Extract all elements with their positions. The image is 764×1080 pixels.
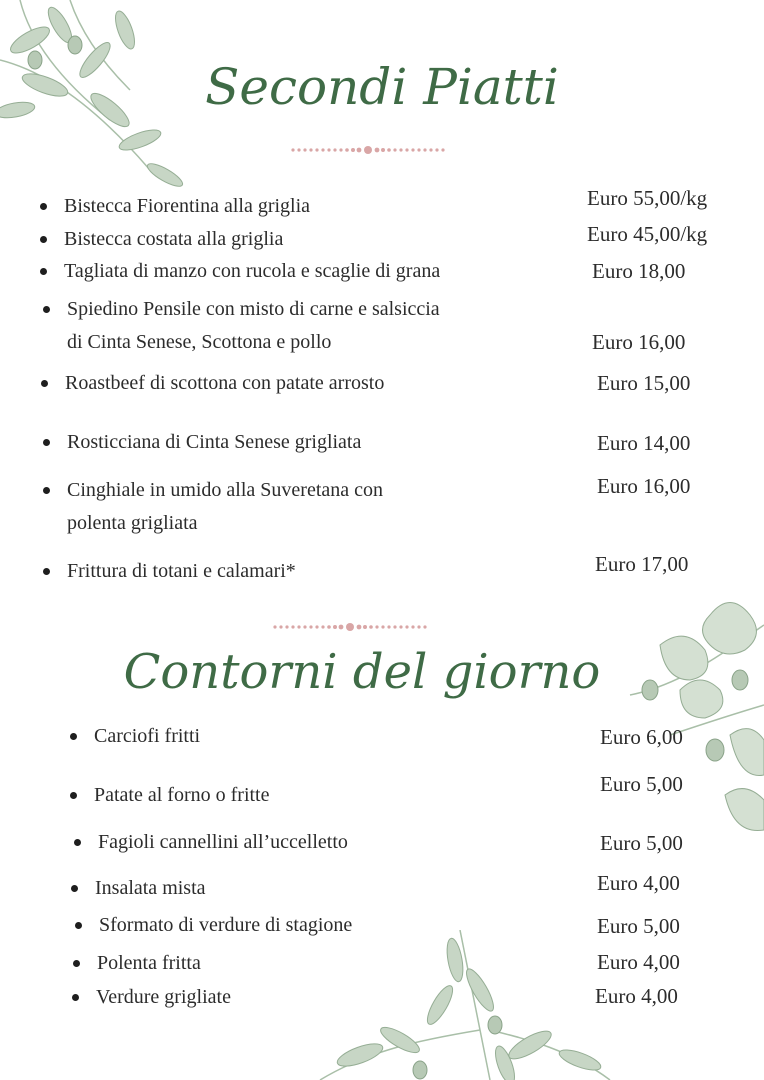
dish-price: Euro 55,00/kg xyxy=(587,186,708,210)
bullet-icon xyxy=(70,733,77,740)
olive-branch-bottom-icon xyxy=(280,930,640,1080)
dish-price: Euro 45,00/kg xyxy=(587,222,708,246)
dish-price: Euro 5,00 xyxy=(597,914,680,938)
bullet-icon xyxy=(72,994,79,1001)
dish-price: Euro 16,00 xyxy=(592,330,686,354)
dish-price: Euro 18,00 xyxy=(592,259,686,283)
dish-name: Bistecca costata alla griglia xyxy=(64,228,284,250)
bullet-icon xyxy=(43,439,50,446)
dish-name: Rosticciana di Cinta Senese grigliata xyxy=(67,431,362,453)
bullet-icon xyxy=(75,922,82,929)
dish-name: Verdure grigliate xyxy=(96,986,231,1008)
dish-price: Euro 15,00 xyxy=(597,371,691,395)
dish-name: Patate al forno o fritte xyxy=(94,784,270,806)
dish-name: Tagliata di manzo con rucola e scaglie di grana xyxy=(64,260,441,282)
dish-price: Euro 4,00 xyxy=(597,871,680,895)
bullet-icon xyxy=(41,380,48,387)
bullet-icon xyxy=(73,960,80,967)
contorni-title: Contorni del giorno xyxy=(123,644,601,700)
dish-name: Insalata mista xyxy=(95,877,206,899)
dish-name: Carciofi fritti xyxy=(94,725,201,747)
dish-name: Frittura di totani e calamari* xyxy=(67,560,296,582)
dish-price: Euro 5,00 xyxy=(600,831,683,855)
dish-name-line1: Cinghiale in umido alla Suveretana con xyxy=(67,479,384,501)
bullet-icon xyxy=(43,487,50,494)
dish-price: Euro 16,00 xyxy=(597,474,691,498)
bullet-icon xyxy=(74,839,81,846)
bullet-icon xyxy=(71,885,78,892)
bullet-icon xyxy=(43,568,50,575)
dish-name: Sformato di verdure di stagione xyxy=(99,914,353,936)
bullet-icon xyxy=(40,236,47,243)
bullet-icon xyxy=(70,792,77,799)
secondi-title: Secondi Piatti xyxy=(205,58,559,116)
dish-price: Euro 5,00 xyxy=(600,772,683,796)
dish-name: Polenta fritta xyxy=(97,952,201,974)
dish-price: Euro 14,00 xyxy=(597,431,691,455)
dish-name-line2: di Cinta Senese, Scottona e pollo xyxy=(67,331,332,353)
bullet-icon xyxy=(43,306,50,313)
bullet-icon xyxy=(40,268,47,275)
dish-price: Euro 4,00 xyxy=(597,950,680,974)
dish-price: Euro 6,00 xyxy=(600,725,683,749)
dish-price: Euro 4,00 xyxy=(595,984,678,1008)
dish-name: Bistecca Fiorentina alla griglia xyxy=(64,195,311,217)
contorni-divider xyxy=(272,621,428,633)
dish-name: Roastbeef di scottona con patate arrosto xyxy=(65,372,385,394)
secondi-divider xyxy=(290,144,446,156)
dish-name-line1: Spiedino Pensile con misto di carne e salsiccia xyxy=(67,298,440,320)
dish-name-line2: polenta grigliata xyxy=(67,512,198,534)
bullet-icon xyxy=(40,203,47,210)
dish-name: Fagioli cannellini all’uccelletto xyxy=(98,831,348,853)
dish-price: Euro 17,00 xyxy=(595,552,689,576)
